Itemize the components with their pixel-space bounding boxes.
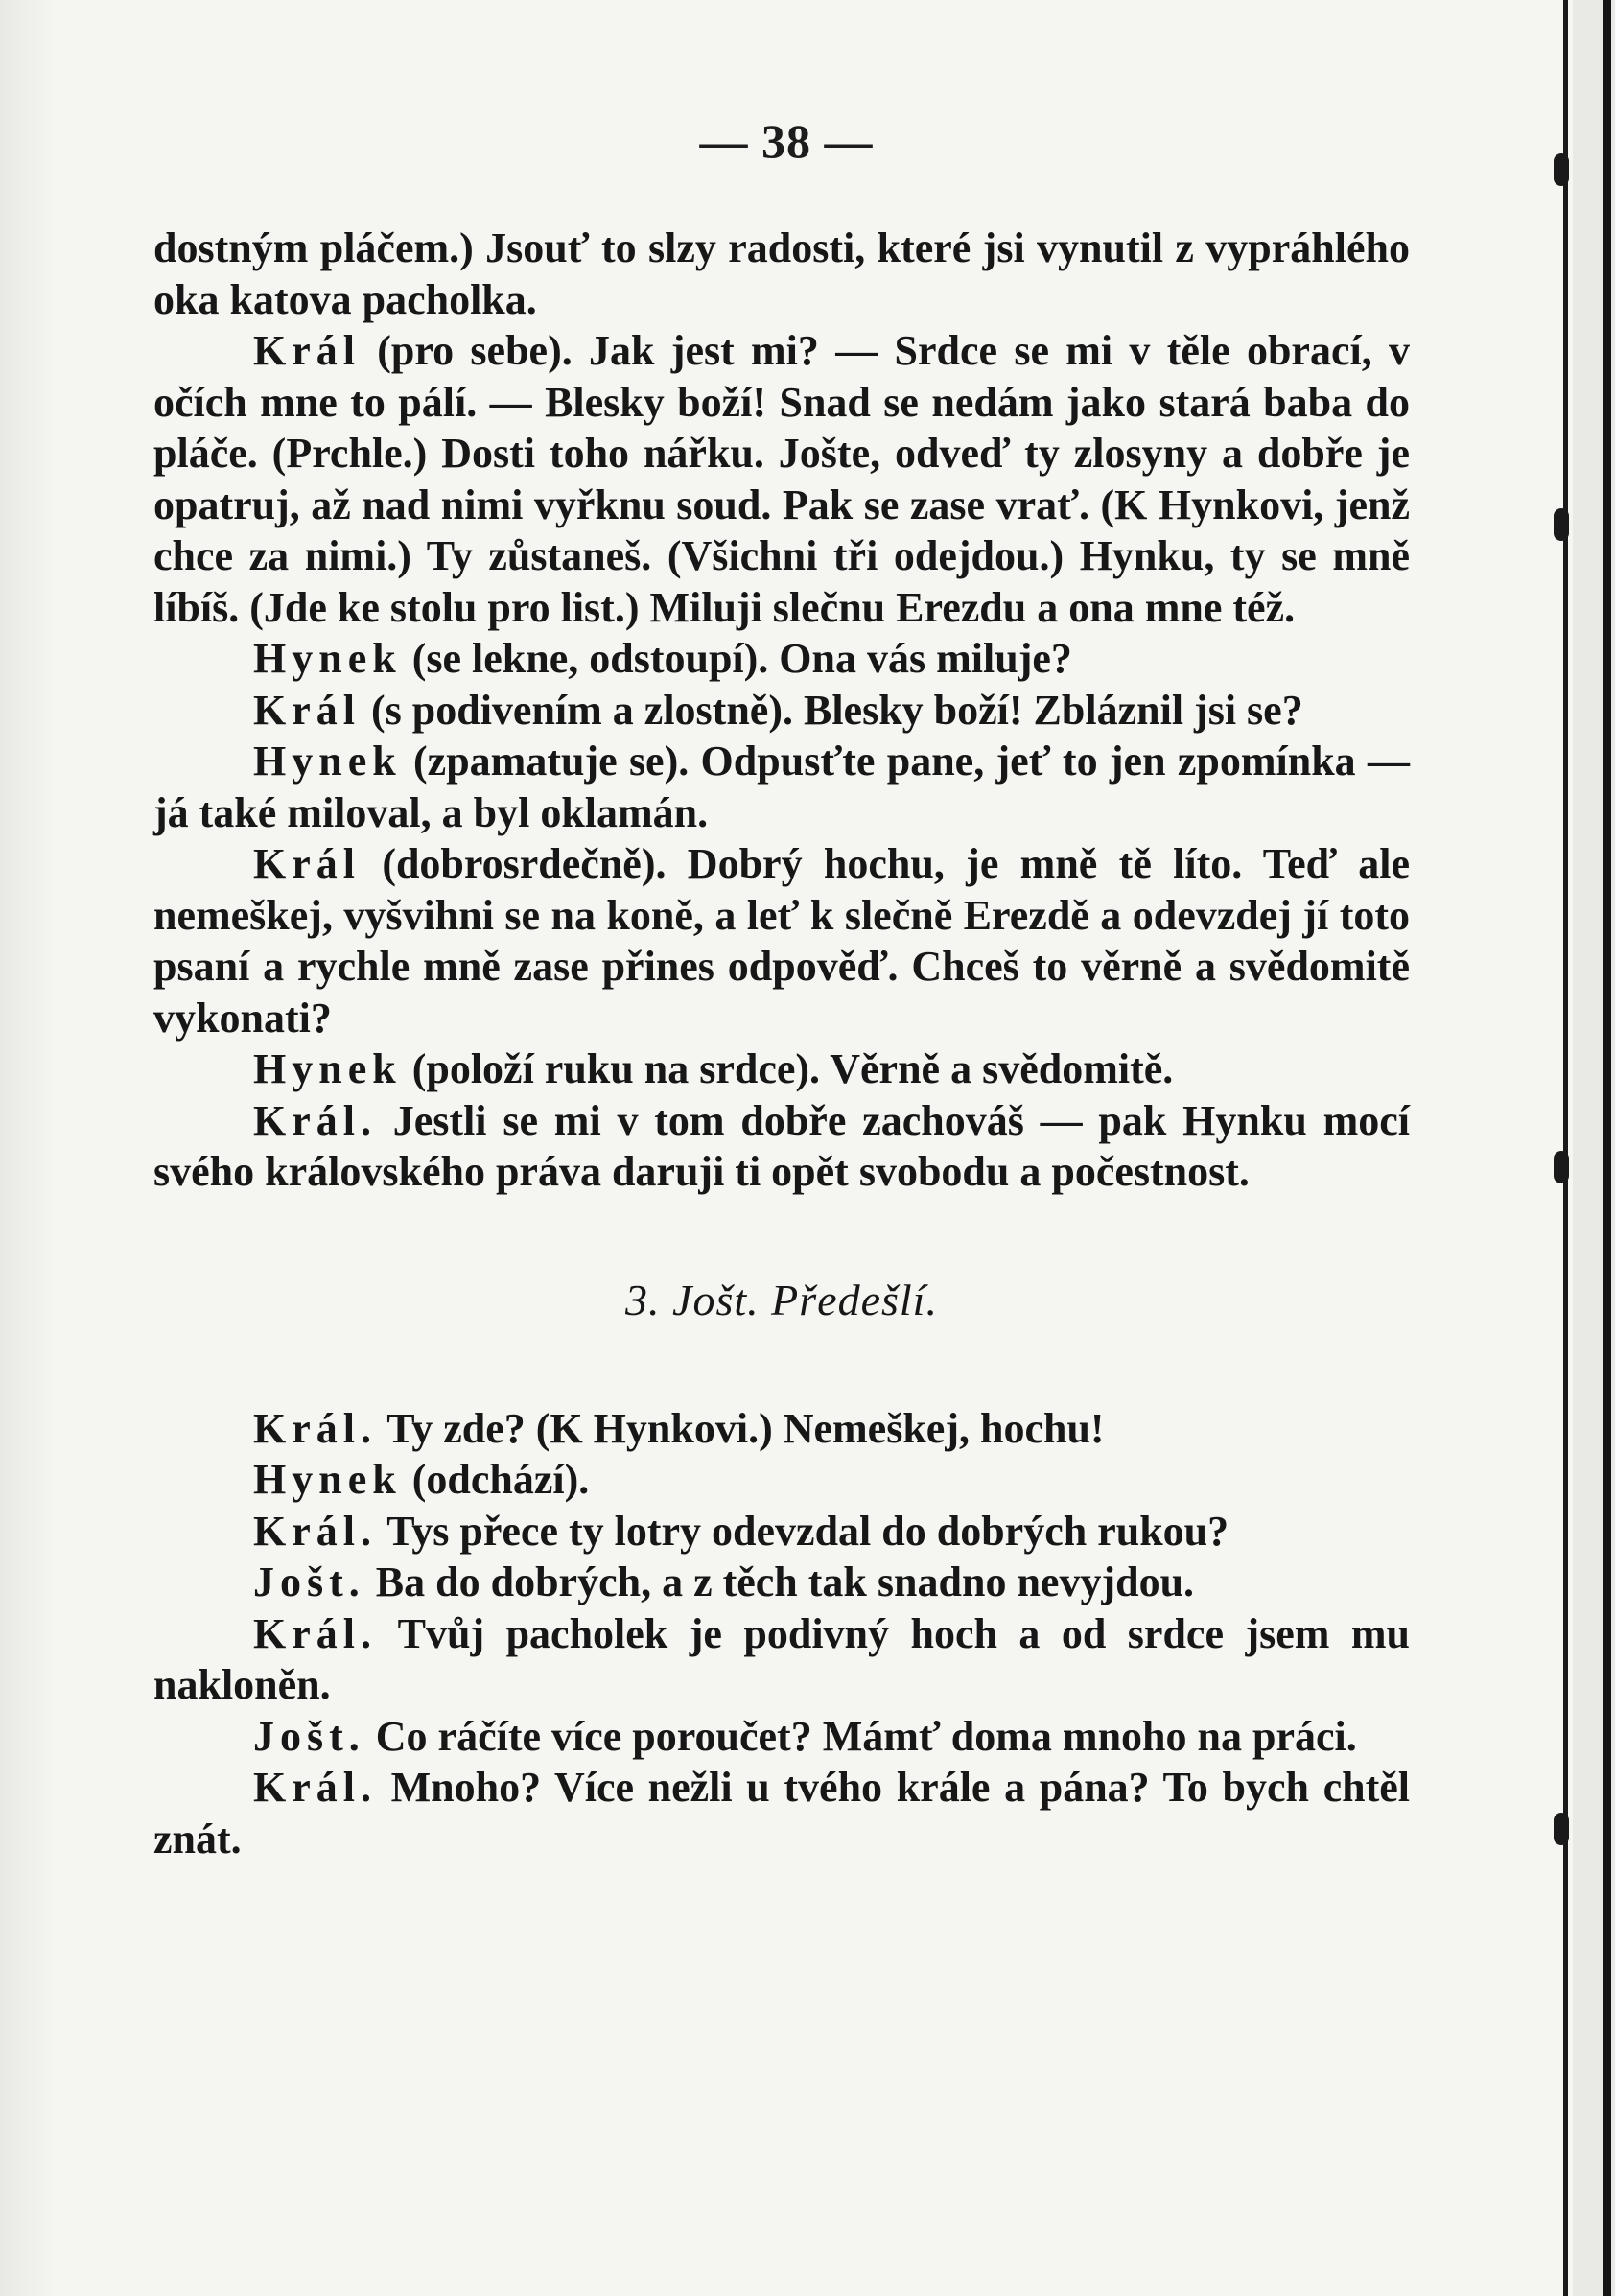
dialogue-line xyxy=(153,736,1410,838)
dialogue-text: (pro sebe). Jak jest mi? — Srdce se mi v těle obrací, v očích mne to pálí. — Blesky boží! Snad se nedám jako stará baba do pláče. (Prchle.) Dosti toho nářku. Jošte, odveď ty zlosyny a dobře je opatruj, až nad nimi vyřknu soud. Pak se zase vrať. (K Hynkovi, jenž chce za nimi.) Ty zůstaneš. (Všichni tři odejdou.) Hynku, ty se mně líbíš. (Jde ke stolu pro list.) Miluji slečnu Erezdu a ona mne též. xyxy=(153,327,1410,631)
dialogue-line xyxy=(153,633,1410,685)
dialogue-line xyxy=(153,1454,1410,1506)
dialogue-text: (s podivením a zlostně). Blesky boží! Zbláznil jsi se? xyxy=(360,686,1303,734)
dialogue-line xyxy=(153,1762,1410,1864)
scene-heading: 3. Jošt. Předešlí. xyxy=(625,1275,938,1324)
speaker-name: Hynek xyxy=(253,635,402,682)
scan-border xyxy=(1603,0,1611,2296)
dialogue-text: (se lekne, odstoupí). Ona vás miluje? xyxy=(401,635,1072,682)
speaker-name: Hynek xyxy=(253,1456,402,1503)
dialogue-text: (zpamatuje se). Odpusťte pane, jeť to jen zpomínka — já také miloval, a byl oklamán. xyxy=(153,738,1410,836)
paragraph xyxy=(153,223,1410,325)
dialogue-line xyxy=(153,1557,1410,1608)
speaker-name: Král xyxy=(253,327,361,374)
dialogue-line xyxy=(153,1095,1410,1198)
speaker-name: Jošt. xyxy=(253,1558,365,1605)
speaker-name: Král. xyxy=(253,1764,377,1811)
dialogue-text: Jestli se mi v tom dobře zachováš — pak Hynku mocí svého královského práva daruji ti opět svobodu a počestnost. xyxy=(153,1096,1410,1195)
speaker-name: Král xyxy=(253,840,361,887)
dialogue-line xyxy=(153,838,1410,1043)
dialogue-text: (dobrosrdečně). Dobrý hochu, je mně tě líto. Teď ale nemeškej, vyšvihni se na koně, a leť k slečně Erezdě a odevzdej jí toto psaní a rychle mně zase přines odpověď. Chceš to věrně a svědomitě vykonati? xyxy=(153,840,1410,1042)
speaker-name: Král. xyxy=(253,1609,377,1657)
edge-mark xyxy=(1554,1813,1569,1845)
speaker-name: Jošt. xyxy=(253,1712,365,1760)
dialogue-text: Tvůj pacholek je podivný hoch a od srdce jsem mu nakloněn. xyxy=(153,1609,1410,1708)
speaker-name: Hynek xyxy=(253,738,402,785)
speaker-name: Hynek xyxy=(253,1045,402,1092)
edge-mark xyxy=(1554,508,1569,541)
play-text xyxy=(153,223,1410,1864)
dialogue-text: (položí ruku na srdce). Věrně a svědomitě. xyxy=(401,1045,1174,1092)
dialogue-text: Mnoho? Více nežli u tvého krále a pána? To bych chtěl znát. xyxy=(153,1764,1410,1863)
dialogue-line xyxy=(153,1506,1410,1558)
speaker-name: Král. xyxy=(253,1096,377,1144)
paragraph-text: dostným pláčem.) Jsouť to slzy radosti, které jsi vynutil z vypráhlého oka katova pacholka. xyxy=(153,224,1410,323)
dialogue-text: (odchází). xyxy=(401,1456,590,1503)
edge-mark xyxy=(1554,1151,1569,1183)
dialogue-text: Ba do dobrých, a z těch tak snadno nevyjdou. xyxy=(364,1558,1195,1605)
dialogue-line xyxy=(153,1043,1410,1095)
dialogue-line xyxy=(153,325,1410,633)
dialogue-line xyxy=(153,1403,1410,1455)
gutter-shadow xyxy=(0,0,58,2296)
dialogue-line xyxy=(153,1711,1410,1763)
page-number: — 38 — xyxy=(699,114,874,168)
dialogue-text: Tys přece ty lotry odevzdal do dobrých rukou? xyxy=(376,1507,1229,1555)
dialogue-line xyxy=(153,685,1410,737)
dialogue-line xyxy=(153,1608,1410,1711)
dialogue-text: Ty zde? (K Hynkovi.) Nemeškej, hochu! xyxy=(376,1404,1105,1452)
speaker-name: Král xyxy=(253,686,361,734)
dialogue-text: Co ráčíte více poroučet? Mámť doma mnoho na práci. xyxy=(364,1712,1357,1760)
page-edge-line xyxy=(1563,0,1568,2296)
speaker-name: Král. xyxy=(253,1507,377,1555)
speaker-name: Král. xyxy=(253,1404,377,1452)
